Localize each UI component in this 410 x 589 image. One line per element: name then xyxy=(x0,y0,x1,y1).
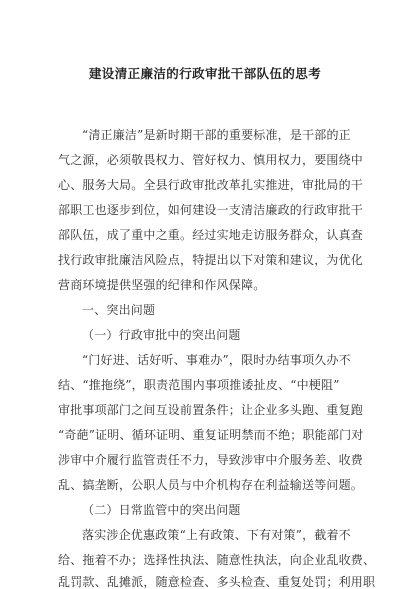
paragraph-line: 结、“推拖绕”，职责范围内事项推诿扯皮、“中梗阻” xyxy=(58,378,340,392)
paragraph-line: 部队伍，成了重中之重。经过实地走访服务群众，认真查 xyxy=(58,228,364,242)
paragraph-line: 乱罚款、乱摊派，随意检查、多头检查、重复处罚；利用职 xyxy=(58,575,376,589)
subsection-heading: （一）行政审批中的突出问题 xyxy=(82,328,241,342)
paragraph-line: 找行政审批廉洁风险点，特提出以下对策和建议，为优化 xyxy=(58,253,364,267)
paragraph-line: “门好进、话好听、事难办”，限时办结事项久办不 xyxy=(82,353,351,367)
paragraph-line: 涉审中介履行监管责任不力，导致涉审中介服务差、收费 xyxy=(58,453,364,467)
paragraph-line: 气之源，必须敬畏权力、管好权力、慎用权力，要围绕中 xyxy=(58,153,364,167)
section-heading: 一、突出问题 xyxy=(82,303,156,317)
document-title: 建设清正廉洁的行政审批干部队伍的思考 xyxy=(88,66,322,81)
paragraph-line: 给、拖着不办；选择性执法、随意性执法，向企业乱收费、 xyxy=(58,553,376,567)
paragraph-line: 乱、搞垄断，公职人员与中介机构存在利益输送等问题。 xyxy=(58,478,364,492)
paragraph-line: 审批事项部门之间互设前置条件；让企业多头跑、重复跑 xyxy=(58,403,364,417)
paragraph-line: “清正廉洁”是新时期干部的重要标准，是干部的正 xyxy=(82,128,351,142)
paragraph-line: 营商环境提供坚强的纪律和作风保障。 xyxy=(58,278,266,292)
paragraph-line: 部职工也逐步到位，如何建设一支清洁廉政的行政审批干 xyxy=(58,203,364,217)
paragraph-line: 落实涉企优惠政策“上有政策、下有对策”，截着不 xyxy=(82,528,351,542)
paragraph-line: “奇葩”证明、循环证明、重复证明禁而不绝；职能部门对 xyxy=(58,428,364,442)
subsection-heading: （二）日常监管中的突出问题 xyxy=(82,503,241,517)
paragraph-line: 心、服务大局。全县行政审批改革扎实推进，审批局的干 xyxy=(58,178,364,192)
